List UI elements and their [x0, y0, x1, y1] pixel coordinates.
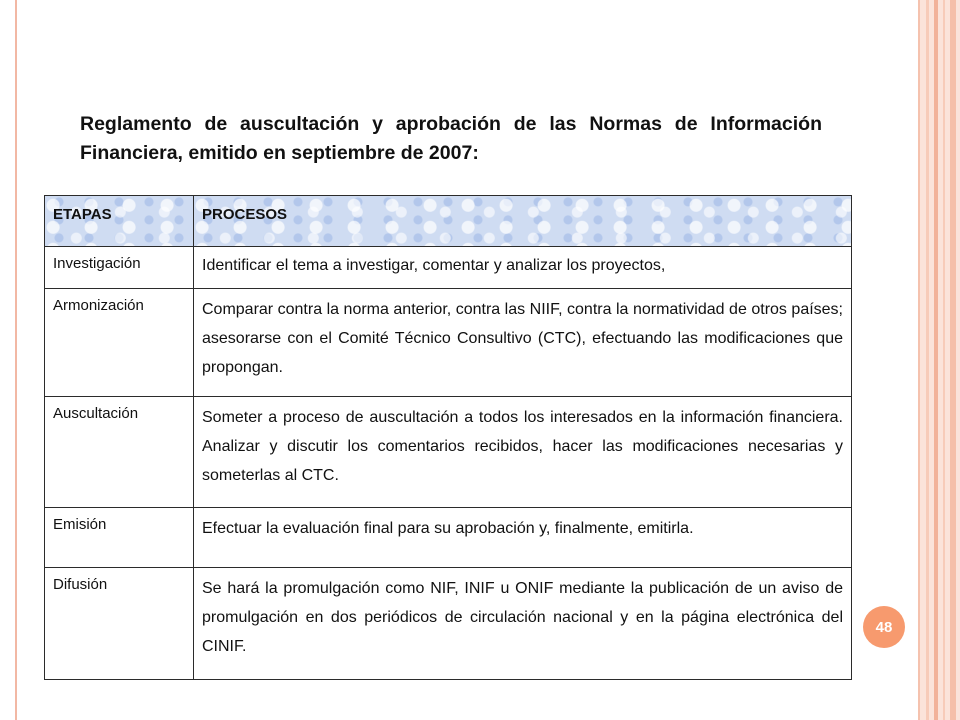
decorative-stripe: [934, 0, 938, 720]
process-cell: Efectuar la evaluación final para su aprobación y, finalmente, emitirla.: [194, 508, 852, 568]
table-header-row: [45, 196, 852, 247]
decorative-stripe: [918, 0, 920, 720]
header-etapas: ETAPAS: [45, 196, 194, 247]
stage-cell: Armonización: [45, 289, 194, 397]
stage-cell: Emisión: [45, 508, 194, 568]
slide-title: Reglamento de auscultación y aprobación de las Normas de Información Financiera, emitido en septiembre de 2007:: [80, 113, 822, 164]
table-row: [45, 568, 852, 680]
table-row: [45, 508, 852, 568]
table-row: [45, 289, 852, 397]
stages-process-table: [44, 195, 852, 680]
decorative-stripe: [950, 0, 956, 720]
process-cell: Comparar contra la norma anterior, contra las NIIF, contra la normatividad de otros países; asesorarse con el Comité Técnico Consultivo (CTC), efectuando las modificaciones que propongan.: [194, 289, 852, 397]
process-cell: Identificar el tema a investigar, comentar y analizar los proyectos,: [194, 247, 852, 289]
header-procesos: PROCESOS: [194, 196, 852, 247]
page-number-badge: 48: [863, 606, 905, 648]
slide-frame-left-line: [15, 0, 17, 720]
table-row: [45, 397, 852, 508]
decorative-stripe: [943, 0, 945, 720]
process-cell: Se hará la promulgación como NIF, INIF u ONIF mediante la publicación de un aviso de promulgación en dos periódicos de circulación nacional y en la página electrónica del CINIF.: [194, 568, 852, 680]
table-row: [45, 247, 852, 289]
stage-cell: Auscultación: [45, 397, 194, 508]
decorative-stripe: [926, 0, 929, 720]
stage-cell: Investigación: [45, 247, 194, 289]
process-cell: Someter a proceso de auscultación a todos los interesados en la información financiera. Analizar y discutir los comentarios recibidos, hacer las modificaciones necesarias y someterlas al CTC.: [194, 397, 852, 508]
stage-cell: Difusión: [45, 568, 194, 680]
